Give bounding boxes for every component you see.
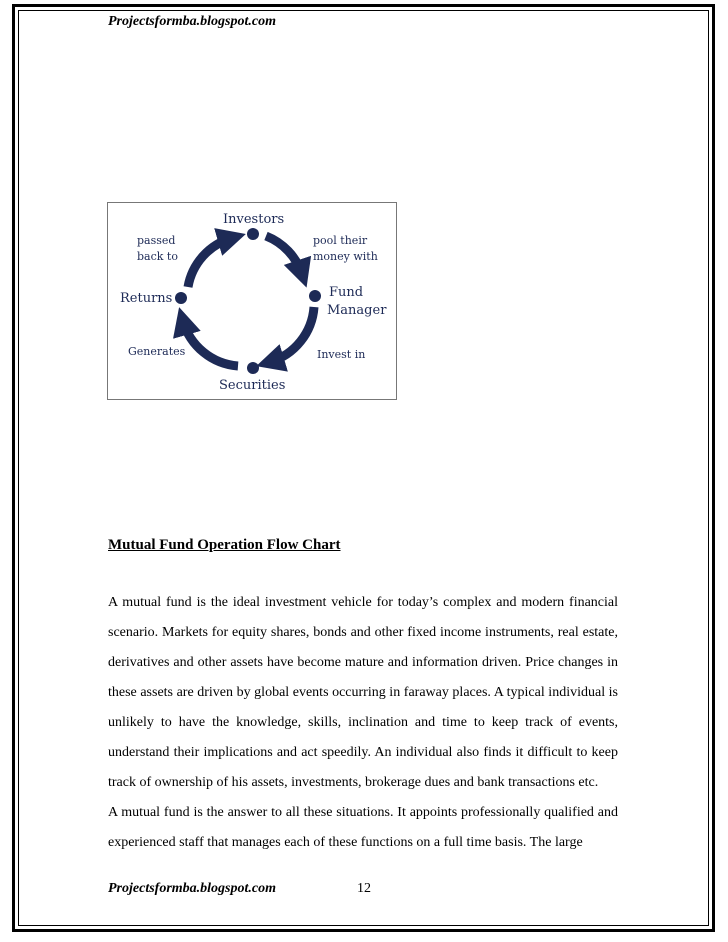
edge-label-invest: Invest in [317,348,366,361]
body-paragraph-2: A mutual fund is the answer to all these situations. It appoints professionally qualified and experienced staff that manages each of these functions on a full time basis. The large [108,805,618,850]
body-paragraph-1: A mutual fund is the ideal investment vehicle for today’s complex and modern financial scenario. Markets for equity shares, bonds and other fixed income instruments, real estate, derivatives and other assets have become mature and information driven. Price changes in these assets are driven by global events occurring in faraway places. A typical individual is unlikely to have the knowledge, skills, inclination and time to keep track of events, understand their implications and act speedily. An individual also finds it difficult to keep track of ownership of his assets, investments, brokerage dues and bank transactions etc. [108,595,618,790]
edge-label-pool-1: pool their [313,234,368,247]
edge-label-passed-2: back to [137,250,178,263]
page-number: 12 [357,881,371,896]
node-dot-fund-manager [309,290,321,302]
arc-investors-to-fund-manager [266,236,302,274]
node-dot-returns [175,292,187,304]
arc-fund-manager-to-securities [270,307,314,362]
node-label-securities: Securities [219,378,286,393]
node-label-fund-manager-2: Manager [327,303,387,318]
flow-diagram-svg [108,203,396,399]
page-header: Projectsformba.blogspot.com [108,14,276,29]
node-label-returns: Returns [120,291,173,306]
flow-diagram [107,202,397,400]
arc-securities-to-returns [183,321,238,366]
edge-label-generates: Generates [128,345,186,358]
arc-returns-to-investors [188,238,232,287]
edge-label-pool-2: money with [313,250,378,263]
node-dot-investors [247,228,259,240]
node-dot-securities [247,362,259,374]
edge-label-passed-1: passed [137,234,176,247]
node-label-fund-manager-1: Fund [329,285,364,300]
node-label-investors: Investors [223,212,285,227]
figure-caption: Mutual Fund Operation Flow Chart [108,537,341,553]
page-footer-site: Projectsformba.blogspot.com [108,881,276,896]
